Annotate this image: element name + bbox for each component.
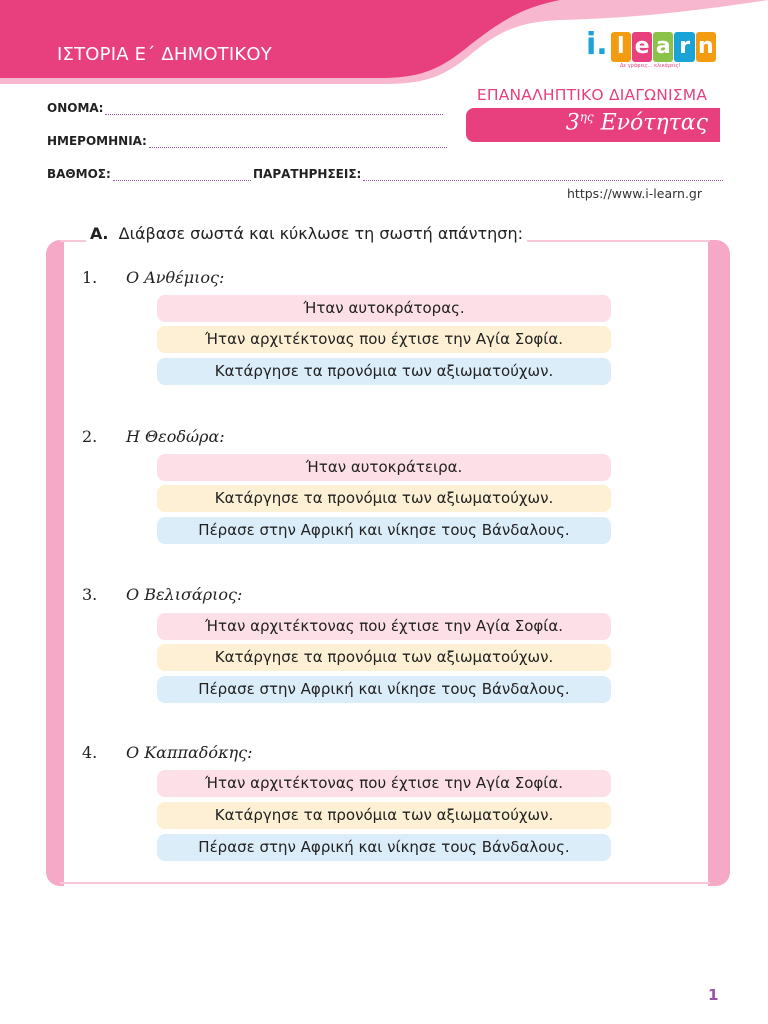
question-number: 3.	[82, 585, 98, 604]
page-number: 1	[708, 986, 719, 1004]
notes-label: ΠΑΡΑΤΗΡΗΣΕΙΣ:	[253, 167, 362, 181]
question-label: Ο Καππαδόκης:	[126, 743, 253, 762]
question-label: Ο Βελισάριος:	[126, 585, 243, 604]
section-instruction	[86, 224, 527, 243]
question-2	[82, 427, 225, 446]
frame-bottom-border	[60, 882, 710, 884]
logo-letter-a: a	[653, 32, 673, 62]
answer-option[interactable]: Πέρασε στην Αφρική και νίκησε τους Βάνδαλους.	[157, 834, 611, 861]
unit-label	[566, 110, 708, 135]
date-label: ΗΜΕΡΟΜΗΝΙΑ:	[47, 134, 147, 148]
question-number: 1.	[82, 268, 98, 287]
question-label: Η Θεοδώρα:	[126, 427, 225, 446]
date-line[interactable]	[149, 137, 447, 148]
unit-suffix: ης	[579, 110, 594, 124]
date-field[interactable]	[47, 134, 447, 148]
answer-option[interactable]: Πέρασε στην Αφρική και νίκησε τους Βάνδαλους.	[157, 676, 611, 703]
logo-letter-l: l	[611, 32, 631, 62]
name-line[interactable]	[105, 104, 443, 115]
question-number: 4.	[82, 743, 98, 762]
exam-title: ΕΠΑΝΑΛΗΠΤΙΚΟ ΔΙΑΓΩΝΙΣΜΑ	[476, 86, 708, 104]
answer-option[interactable]: Κατάργησε τα προνόμια των αξιωματούχων.	[157, 485, 611, 512]
grade-field[interactable]	[47, 167, 251, 181]
question-4	[82, 743, 253, 762]
answer-option[interactable]: Κατάργησε τα προνόμια των αξιωματούχων.	[157, 644, 611, 671]
notes-line[interactable]	[363, 170, 723, 181]
name-field[interactable]	[47, 101, 443, 115]
grade-line[interactable]	[113, 170, 251, 181]
logo-tagline: Δε γράφεις... κλικάρεις!	[620, 63, 681, 69]
question-1	[82, 268, 224, 287]
website-url[interactable]: https://www.i-learn.gr	[567, 186, 702, 201]
answer-option[interactable]: Ήταν αυτοκράτειρα.	[157, 454, 611, 481]
answer-option[interactable]: Ήταν αρχιτέκτονας που έχτισε την Αγία Σοφία.	[157, 613, 611, 640]
answer-option[interactable]: Κατάργησε τα προνόμια των αξιωματούχων.	[157, 802, 611, 829]
i-learn-logo	[586, 28, 716, 68]
answer-option[interactable]: Ήταν αυτοκράτορας.	[157, 295, 611, 322]
notes-field[interactable]	[253, 167, 723, 181]
instruction-text: Διάβασε σωστά και κύκλωσε τη σωστή απάντηση:	[118, 224, 523, 243]
logo-letter-r: r	[674, 32, 694, 62]
grade-label: ΒΑΘΜΟΣ:	[47, 167, 111, 181]
answer-option[interactable]: Ήταν αρχιτέκτονας που έχτισε την Αγία Σοφία.	[157, 770, 611, 797]
frame-left-border	[46, 240, 64, 886]
unit-number: 3	[565, 110, 580, 136]
unit-banner	[466, 108, 720, 142]
answer-option[interactable]: Ήταν αρχιτέκτονας που έχτισε την Αγία Σοφία.	[157, 326, 611, 353]
answer-option[interactable]: Πέρασε στην Αφρική και νίκησε τους Βάνδαλους.	[157, 517, 611, 544]
unit-word: Ενότητας	[600, 110, 708, 136]
question-number: 2.	[82, 427, 98, 446]
logo-letter-e: e	[632, 32, 652, 62]
logo-letter-n: n	[696, 32, 716, 62]
question-3	[82, 585, 242, 604]
name-label: ΟΝΟΜΑ:	[47, 101, 104, 115]
logo-i: i.	[586, 27, 608, 62]
answer-option[interactable]: Κατάργησε τα προνόμια των αξιωματούχων.	[157, 358, 611, 385]
frame-right-border	[708, 240, 730, 886]
question-label: Ο Ανθέμιος:	[126, 268, 225, 287]
section-letter: Α.	[90, 224, 109, 243]
subject-title: ΙΣΤΟΡΙΑ Ε΄ ΔΗΜΟΤΙΚΟΥ	[57, 44, 272, 65]
